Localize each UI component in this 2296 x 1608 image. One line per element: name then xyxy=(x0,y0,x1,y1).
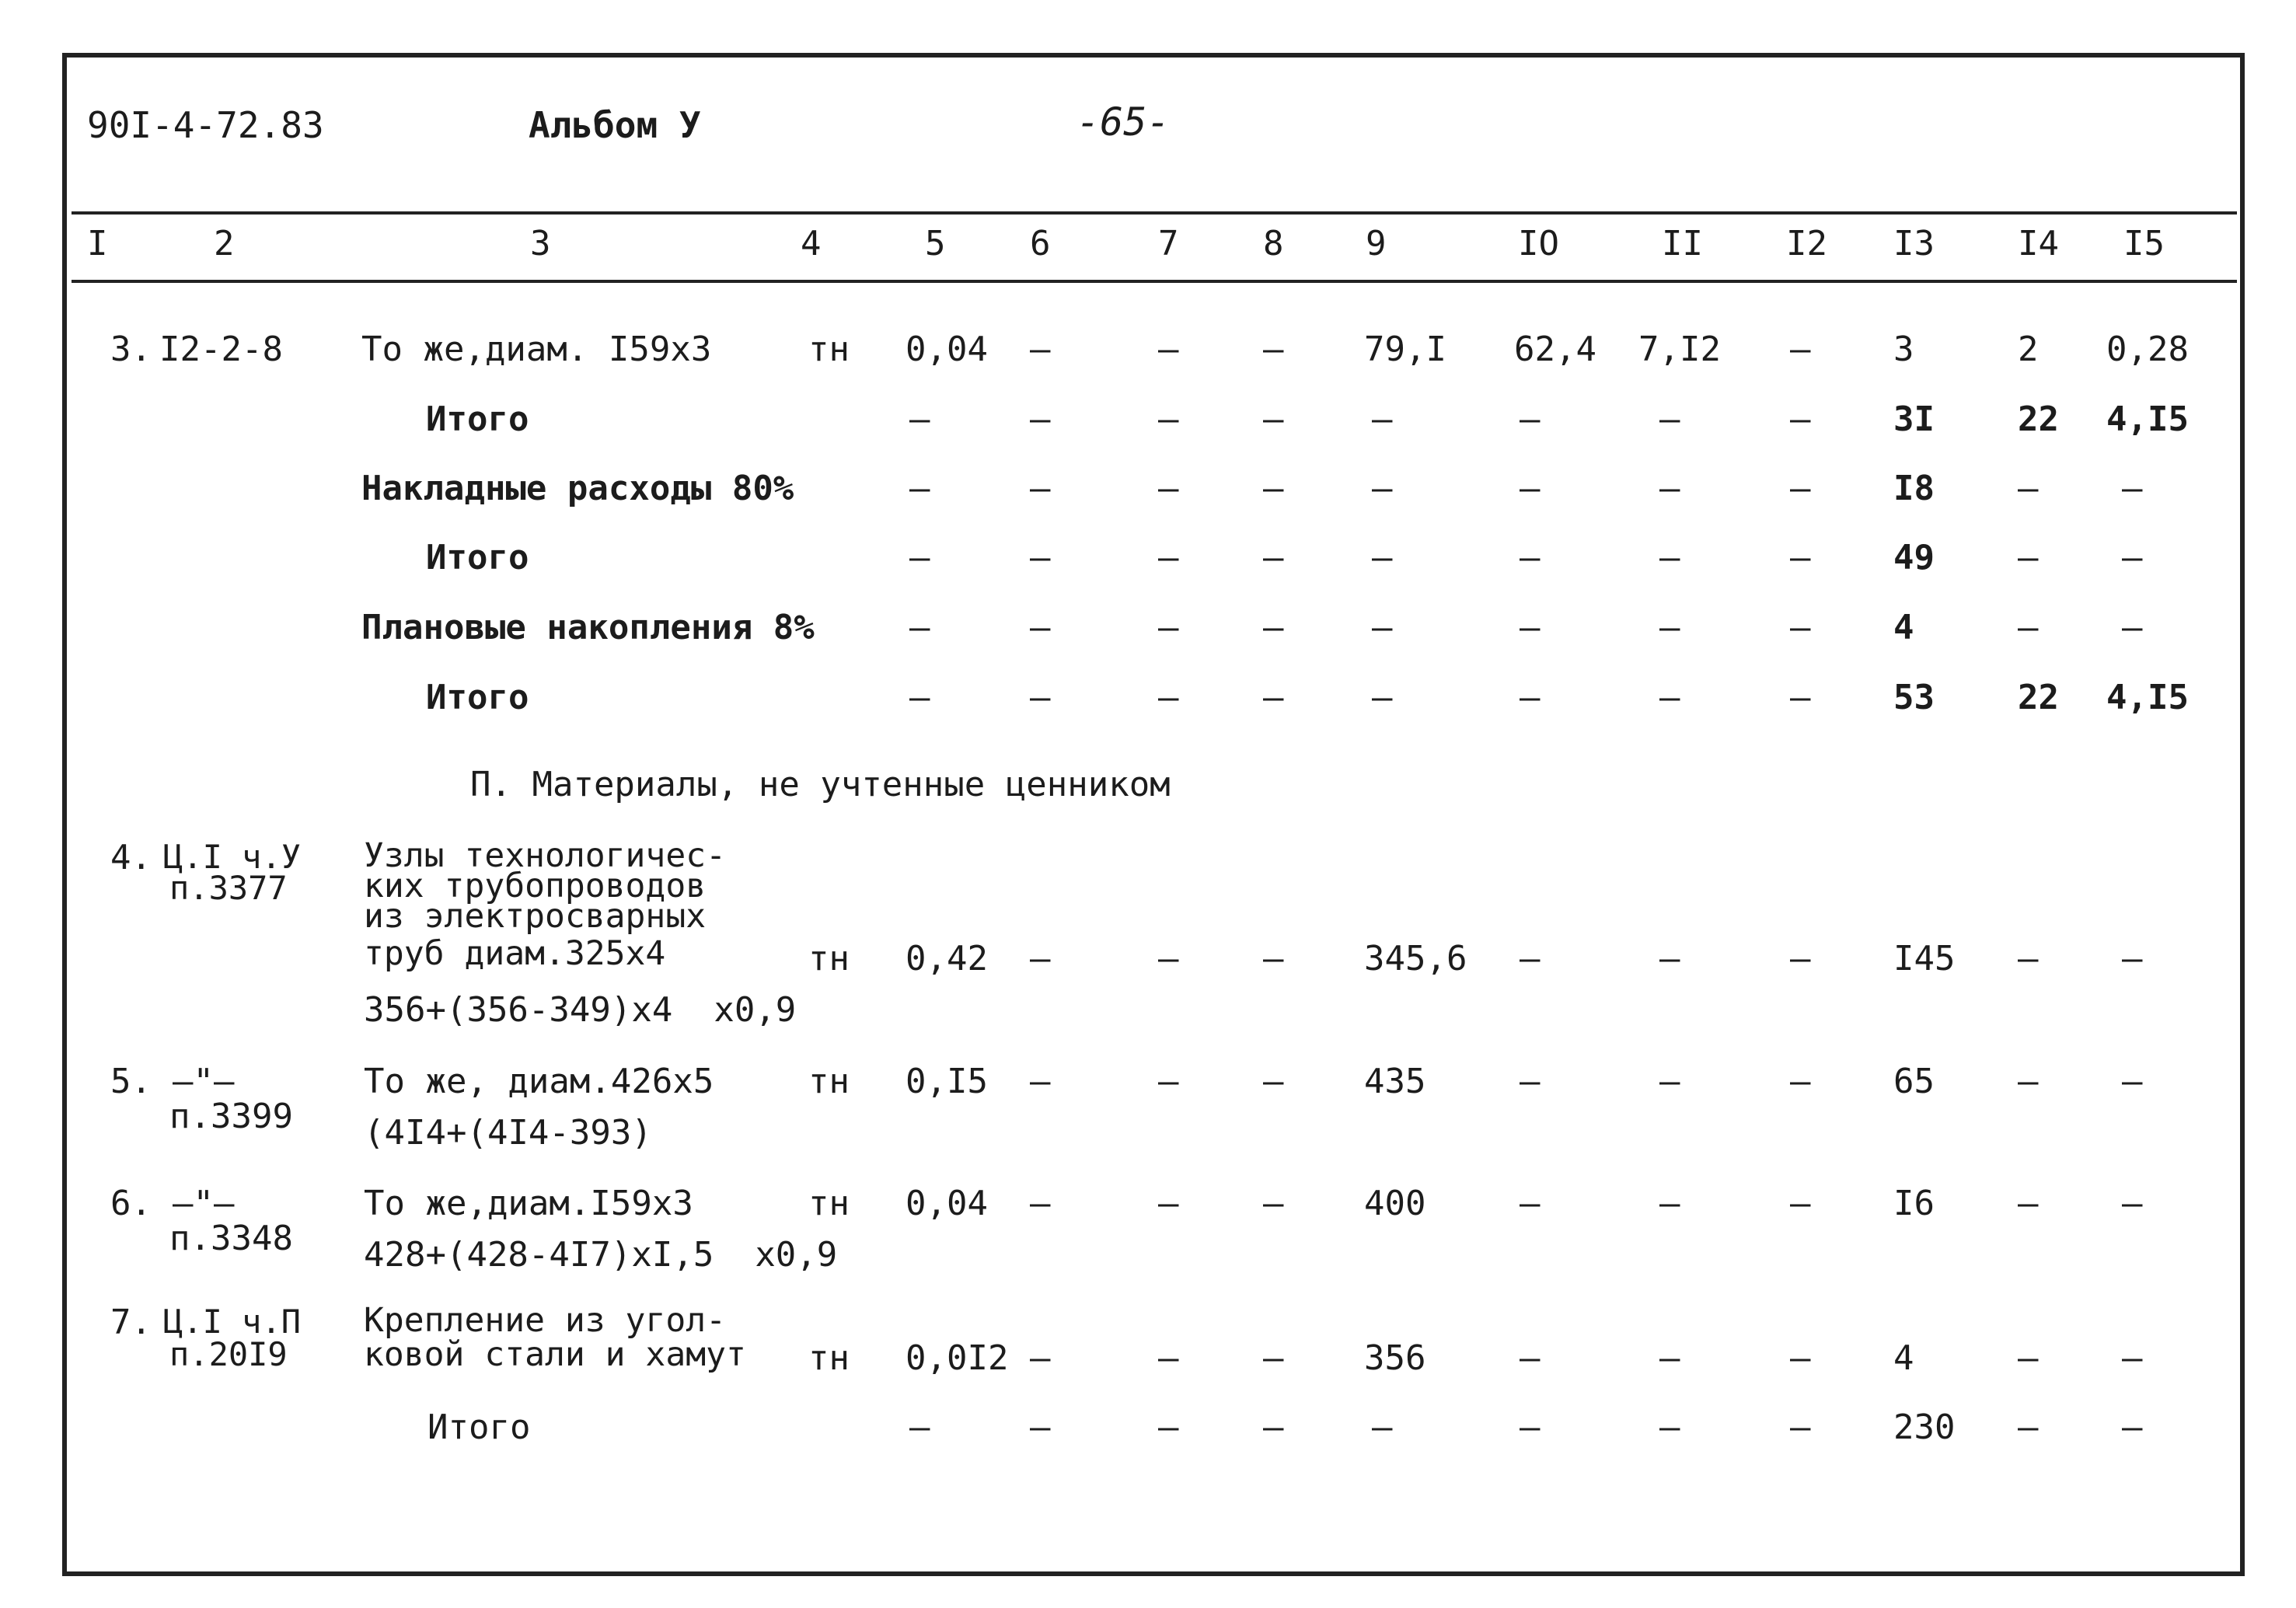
cell-c7: – xyxy=(1158,608,1179,647)
cell-c13: 4 xyxy=(1893,1338,1914,1378)
cell-c6: – xyxy=(1030,469,1051,508)
row-number: 7. xyxy=(110,1303,152,1342)
cell-c10: – xyxy=(1520,469,1541,508)
cell-c5: – xyxy=(909,538,930,577)
cell-c14: – xyxy=(2018,1407,2039,1447)
cell-c8: – xyxy=(1263,330,1284,369)
section-title: П. Материалы, не учтенные ценником xyxy=(470,765,1171,804)
cell-c6: – xyxy=(1030,538,1051,577)
cell-c15: – xyxy=(2122,538,2143,577)
cell-c15: – xyxy=(2122,608,2143,647)
cell-c8: – xyxy=(1263,399,1284,439)
cell-c11: – xyxy=(1659,1184,1680,1223)
cell-c12: – xyxy=(1790,1062,1811,1101)
col-header-12: I2 xyxy=(1786,224,1827,263)
row-name-line: Узлы технологичес- xyxy=(364,836,726,875)
col-header-8: 8 xyxy=(1263,224,1284,263)
row-number: 4. xyxy=(110,838,152,877)
cell-c10: – xyxy=(1520,1338,1541,1378)
row-name: Накладные расходы 80% xyxy=(361,469,794,508)
col-header-9: 9 xyxy=(1366,224,1387,263)
cell-c11: – xyxy=(1659,1407,1680,1447)
cell-c14: – xyxy=(2018,1184,2039,1223)
cell-c12: – xyxy=(1790,538,1811,577)
cell-c12: – xyxy=(1790,1184,1811,1223)
cell-c7: – xyxy=(1158,1062,1179,1101)
cell-c9: 356 xyxy=(1364,1338,1426,1378)
cell-c6: – xyxy=(1030,939,1051,978)
col-header-2: 2 xyxy=(214,224,235,263)
cell-c6: – xyxy=(1030,1184,1051,1223)
cell-c13: 49 xyxy=(1893,538,1935,577)
cell-c13: I6 xyxy=(1893,1184,1935,1223)
cell-c14: – xyxy=(2018,608,2039,647)
doc-code: 90I-4-72.83 xyxy=(87,104,324,146)
cell-c11: – xyxy=(1659,608,1680,647)
cell-c8: – xyxy=(1263,469,1284,508)
cell-c11: – xyxy=(1659,678,1680,717)
row-unit: тн xyxy=(808,1062,850,1101)
cell-c10: – xyxy=(1520,399,1541,439)
col-header-6: 6 xyxy=(1030,224,1051,263)
cell-c10: 62,4 xyxy=(1514,330,1596,369)
row-calc: 428+(428-4I7)хI,5 х0,9 xyxy=(364,1235,838,1275)
cell-c10: – xyxy=(1520,608,1541,647)
row-name-line: Крепление из угол- xyxy=(364,1301,726,1340)
cell-c8: – xyxy=(1263,939,1284,978)
cell-c14: – xyxy=(2018,538,2039,577)
row-code: Ц.I ч.П xyxy=(163,1303,302,1341)
row-unit: тн xyxy=(808,1184,850,1223)
col-header-15: I5 xyxy=(2123,224,2165,263)
cell-c14: – xyxy=(2018,1062,2039,1101)
cell-c11: – xyxy=(1659,939,1680,978)
cell-c5: 0,42 xyxy=(905,939,988,978)
row-number: 6. xyxy=(110,1184,152,1223)
header-rule-bottom xyxy=(72,280,2237,283)
cell-c15: 4,I5 xyxy=(2106,678,2189,717)
cell-c11: – xyxy=(1659,1338,1680,1378)
cell-c12: – xyxy=(1790,469,1811,508)
cell-c6: – xyxy=(1030,330,1051,369)
row-name-line: труб диам.325х4 xyxy=(364,934,666,973)
cell-c15: – xyxy=(2122,469,2143,508)
col-header-11: II xyxy=(1662,224,1703,263)
cell-c8: – xyxy=(1263,1184,1284,1223)
cell-c5: – xyxy=(909,469,930,508)
cell-c9: 79,I xyxy=(1364,330,1446,369)
cell-c5: – xyxy=(909,678,930,717)
col-header-3: 3 xyxy=(530,224,551,263)
cell-c14: – xyxy=(2018,939,2039,978)
row-code-item: п.3377 xyxy=(169,869,288,907)
col-header-10: IO xyxy=(1518,224,1559,263)
cell-c10: – xyxy=(1520,1407,1541,1447)
row-calc: 356+(356-349)х4 х0,9 xyxy=(364,990,797,1030)
col-header-5: 5 xyxy=(925,224,946,263)
cell-c7: – xyxy=(1158,469,1179,508)
row-name-line: ких трубопроводов xyxy=(364,867,707,905)
cell-c9: 435 xyxy=(1364,1062,1426,1101)
cell-c5: 0,04 xyxy=(905,1184,988,1223)
cell-c6: – xyxy=(1030,1062,1051,1101)
row-name: Итого xyxy=(426,399,529,439)
cell-c7: – xyxy=(1158,1407,1179,1447)
cell-c13: 230 xyxy=(1893,1407,1956,1447)
cell-c7: – xyxy=(1158,1184,1179,1223)
cell-c9: 345,6 xyxy=(1364,939,1467,978)
cell-c9: – xyxy=(1372,538,1393,577)
cell-c5: – xyxy=(909,608,930,647)
cell-c13: 3 xyxy=(1893,330,1914,369)
row-code-item: п.20I9 xyxy=(169,1335,288,1373)
cell-c11: – xyxy=(1659,1062,1680,1101)
row-name: Итого xyxy=(427,1407,531,1447)
row-code-item: п.3348 xyxy=(169,1219,293,1258)
row-unit: тн xyxy=(808,330,850,369)
cell-c7: – xyxy=(1158,1338,1179,1378)
cell-c7: – xyxy=(1158,399,1179,439)
album-label: Альбом У xyxy=(529,104,701,146)
cell-c14: – xyxy=(2018,469,2039,508)
col-header-1: I xyxy=(87,224,108,263)
cell-c13: 4 xyxy=(1893,608,1914,647)
cell-c10: – xyxy=(1520,678,1541,717)
cell-c15: 0,28 xyxy=(2106,330,2189,369)
cell-c7: – xyxy=(1158,538,1179,577)
cell-c13: 53 xyxy=(1893,678,1935,717)
header-rule-top xyxy=(72,211,2237,215)
cell-c12: – xyxy=(1790,399,1811,439)
cell-c13: 65 xyxy=(1893,1062,1935,1101)
cell-c8: – xyxy=(1263,1338,1284,1378)
cell-c15: – xyxy=(2122,1338,2143,1378)
cell-c5: 0,I5 xyxy=(905,1062,988,1101)
cell-c14: 22 xyxy=(2018,678,2059,717)
cell-c5: 0,04 xyxy=(905,330,988,369)
row-name: То же,диам.I59х3 xyxy=(364,1184,693,1223)
cell-c12: – xyxy=(1790,1338,1811,1378)
row-code: –"– xyxy=(173,1184,235,1223)
cell-c8: – xyxy=(1263,608,1284,647)
cell-c15: – xyxy=(2122,1184,2143,1223)
row-code: I2-2-8 xyxy=(159,330,283,369)
cell-c5: – xyxy=(909,1407,930,1447)
row-name: То же, диам.426х5 xyxy=(364,1062,714,1101)
cell-c9: 400 xyxy=(1364,1184,1426,1223)
row-name: Итого xyxy=(426,538,529,577)
cell-c12: – xyxy=(1790,939,1811,978)
col-header-14: I4 xyxy=(2018,224,2059,263)
cell-c9: – xyxy=(1372,469,1393,508)
col-header-13: I3 xyxy=(1893,224,1935,263)
cell-c8: – xyxy=(1263,1407,1284,1447)
page-number: -65- xyxy=(1076,99,1171,145)
cell-c12: – xyxy=(1790,330,1811,369)
cell-c13: I8 xyxy=(1893,469,1935,508)
cell-c14: 2 xyxy=(2018,330,2039,369)
cell-c9: – xyxy=(1372,608,1393,647)
cell-c6: – xyxy=(1030,399,1051,439)
row-name-line: из электросварных xyxy=(364,897,707,936)
cell-c6: – xyxy=(1030,1338,1051,1378)
cell-c9: – xyxy=(1372,399,1393,439)
row-code: –"– xyxy=(173,1062,235,1101)
cell-c5: – xyxy=(909,399,930,439)
row-unit: тн xyxy=(808,939,850,978)
cell-c12: – xyxy=(1790,608,1811,647)
cell-c11: – xyxy=(1659,469,1680,508)
row-name: То же,диам. I59x3 xyxy=(361,330,712,369)
cell-c12: – xyxy=(1790,1407,1811,1447)
cell-c6: – xyxy=(1030,608,1051,647)
cell-c10: – xyxy=(1520,939,1541,978)
cell-c7: – xyxy=(1158,330,1179,369)
cell-c7: – xyxy=(1158,939,1179,978)
cell-c15: – xyxy=(2122,939,2143,978)
row-unit: тн xyxy=(808,1338,850,1378)
cell-c14: – xyxy=(2018,1338,2039,1378)
cell-c8: – xyxy=(1263,678,1284,717)
cell-c5: 0,0I2 xyxy=(905,1338,1009,1378)
row-number: 3. xyxy=(110,330,152,369)
cell-c11: 7,I2 xyxy=(1638,330,1721,369)
cell-c14: 22 xyxy=(2018,399,2059,439)
cell-c10: – xyxy=(1520,538,1541,577)
row-code-item: п.3399 xyxy=(169,1097,293,1136)
cell-c12: – xyxy=(1790,678,1811,717)
cell-c15: 4,I5 xyxy=(2106,399,2189,439)
row-name-line: ковой стали и хамут xyxy=(364,1335,746,1374)
cell-c13: 3I xyxy=(1893,399,1935,439)
cell-c7: – xyxy=(1158,678,1179,717)
cell-c11: – xyxy=(1659,399,1680,439)
cell-c8: – xyxy=(1263,538,1284,577)
cell-c8: – xyxy=(1263,1062,1284,1101)
cell-c11: – xyxy=(1659,538,1680,577)
cell-c10: – xyxy=(1520,1062,1541,1101)
row-name: Плановые накопления 8% xyxy=(361,608,815,647)
cell-c9: – xyxy=(1372,1407,1393,1447)
cell-c15: – xyxy=(2122,1062,2143,1101)
cell-c9: – xyxy=(1372,678,1393,717)
row-name: Итого xyxy=(426,678,529,717)
col-header-4: 4 xyxy=(801,224,822,263)
cell-c15: – xyxy=(2122,1407,2143,1447)
row-calc: (4I4+(4I4-393) xyxy=(364,1113,652,1153)
col-header-7: 7 xyxy=(1158,224,1179,263)
cell-c6: – xyxy=(1030,1407,1051,1447)
row-number: 5. xyxy=(110,1062,152,1101)
cell-c10: – xyxy=(1520,1184,1541,1223)
cell-c6: – xyxy=(1030,678,1051,717)
cell-c13: I45 xyxy=(1893,939,1956,978)
row-code: Ц.I ч.У xyxy=(163,838,302,876)
